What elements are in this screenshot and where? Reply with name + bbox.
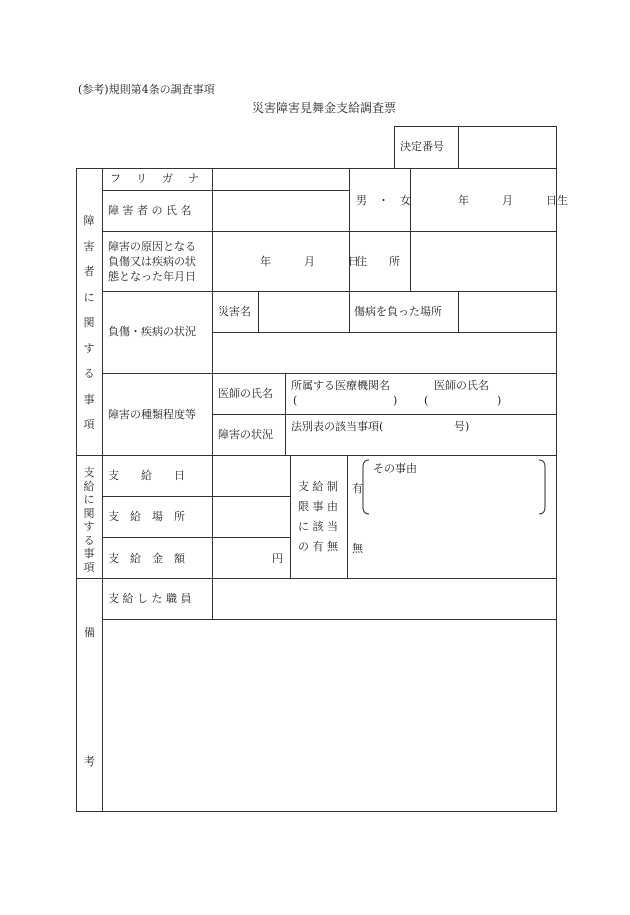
injury-status-label: 負傷・疾病の状況 xyxy=(108,325,196,338)
disability-status-label: 障害の状況 xyxy=(218,428,273,441)
reference-note: (参考)規則第4条の調査事項 xyxy=(78,83,215,96)
address-label: 住 所 xyxy=(356,255,400,268)
restriction-line-4: の 有 無 xyxy=(298,540,338,553)
staff-field[interactable] xyxy=(213,579,555,619)
payment-date-field[interactable] xyxy=(213,456,289,496)
cause-date-label-1: 障害の原因となる xyxy=(108,240,196,253)
law-table-suffix: 号) xyxy=(454,420,470,433)
law-table-label: 法別表の該当事項( xyxy=(291,420,384,433)
remarks-heading-top: 備 xyxy=(84,626,95,639)
injury-details-field[interactable] xyxy=(213,333,555,372)
remarks-field[interactable] xyxy=(103,620,555,810)
cause-date-label-3: 態となった年月日 xyxy=(108,270,196,283)
decision-number-label: 決定番号 xyxy=(400,140,444,153)
payment-amount-label: 支 給 金 額 xyxy=(108,552,185,565)
address-field[interactable] xyxy=(411,232,555,290)
name-label: 障 害 者 の 氏 名 xyxy=(108,204,192,217)
staff-label: 支 給 し た 職 員 xyxy=(108,592,192,605)
payment-place-field[interactable] xyxy=(213,497,289,537)
facility-label: 所属する医療機関名 xyxy=(291,379,390,392)
disability-type-label: 障害の種類程度等 xyxy=(108,408,196,421)
gender-choice[interactable]: 男 ・ 女 xyxy=(356,194,411,207)
payment-date-label: 支 給 日 xyxy=(108,469,185,482)
decision-number-field[interactable] xyxy=(459,127,555,167)
disaster-name-field[interactable] xyxy=(259,292,348,331)
injury-place-label: 傷病を負った場所 xyxy=(354,305,442,318)
injury-place-field[interactable] xyxy=(459,292,555,331)
reason-label: その事由 xyxy=(373,462,417,475)
furigana-label: フ リ ガ ナ xyxy=(110,172,201,185)
birth-date: 年 月 日生 xyxy=(458,194,568,207)
doctor-paren-open: ( xyxy=(424,394,429,407)
section-heading-disabled-person: 障 害 者 に 関 す る 事 項 xyxy=(83,214,95,431)
restriction-yes-option[interactable]: 有 xyxy=(352,482,363,495)
doctor-name-label: 医師の氏名 xyxy=(218,387,273,400)
disaster-name-label: 災害名 xyxy=(218,305,251,318)
restriction-line-3: に 該 当 xyxy=(298,520,338,533)
furigana-field[interactable] xyxy=(213,169,348,190)
facility-paren-close: ) xyxy=(393,394,398,407)
restriction-no-option[interactable]: 無 xyxy=(352,542,363,555)
facility-paren-open: ( xyxy=(293,394,298,407)
section-heading-payment: 支 給 に 関 す る 事 項 xyxy=(83,466,95,574)
restriction-line-2: 限 事 由 xyxy=(298,500,338,513)
name-field[interactable] xyxy=(213,191,348,231)
doctor-name-right-label: 医師の氏名 xyxy=(434,379,489,392)
yen-unit: 円 xyxy=(272,552,283,565)
restriction-line-1: 支 給 制 xyxy=(298,480,338,493)
cause-date-value[interactable]: 年 月 日 xyxy=(260,255,359,268)
remarks-heading-bottom: 考 xyxy=(84,755,95,768)
doctor-paren-close: ) xyxy=(497,394,502,407)
payment-place-label: 支 給 場 所 xyxy=(108,510,185,523)
form-title: 災害障害見舞金支給調査票 xyxy=(252,101,397,115)
cause-date-label-2: 負傷又は疾病の状 xyxy=(108,255,196,268)
